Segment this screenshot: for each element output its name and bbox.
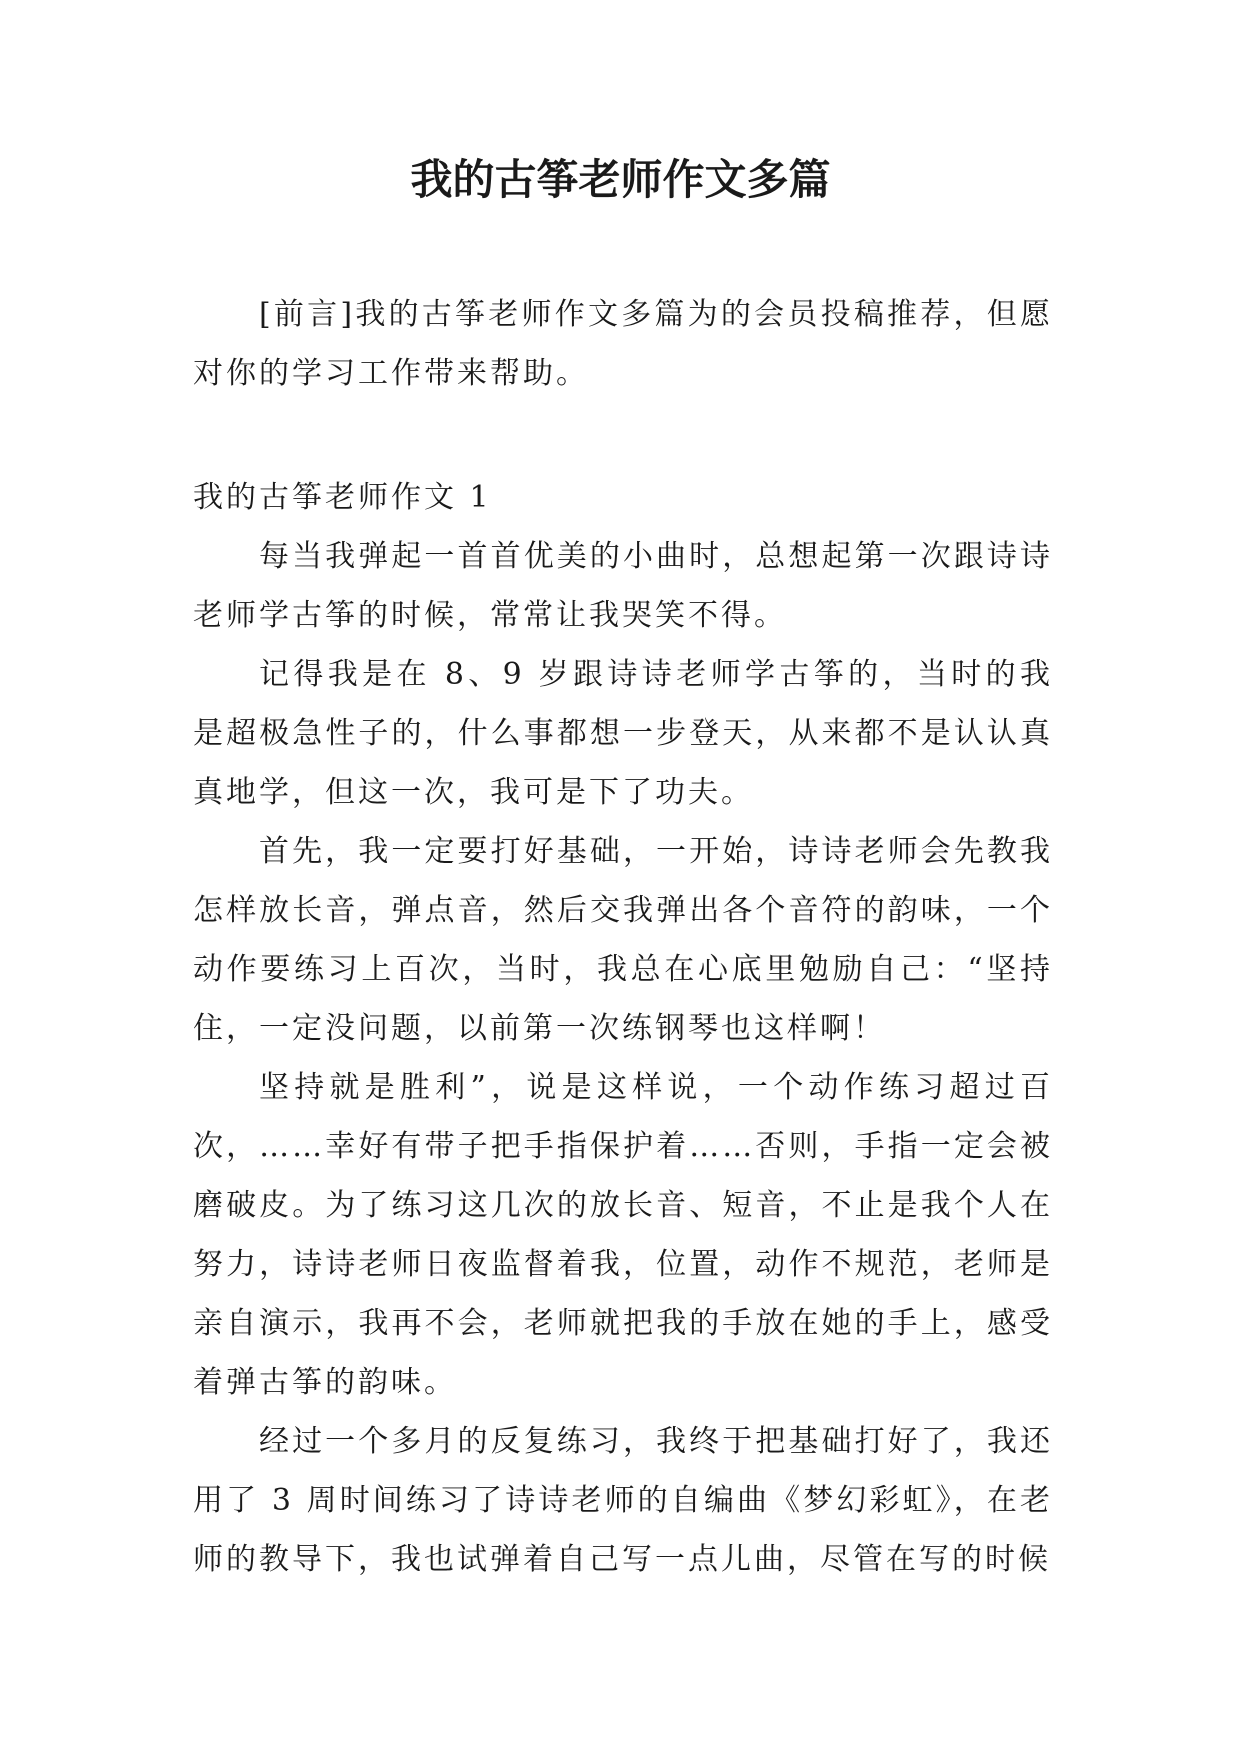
essay-section bbox=[193, 468, 1053, 1589]
essay-heading: 我的古筝老师作文 1 bbox=[193, 480, 492, 515]
essay-paragraph-2: 记得我是在 8、9 岁跟诗诗老师学古筝的，当时的我是超极急性子的，什么事都想一步登天，从来都不是认认真真地学，但这一次，我可是下了功夫。 bbox=[193, 657, 1053, 810]
essay-paragraph-3: 首先，我一定要打好基础，一开始，诗诗老师会先教我怎样放长音，弹点音，然后交我弹出各个音符的韵味，一个动作要练习上百次，当时，我总在心底里勉励自己：“坚持住，一定没问题，以前第一次练钢琴也这样啊！ bbox=[193, 834, 1053, 1046]
preface-paragraph: [前言]我的古筝老师作文多篇为的会员投稿推荐，但愿对你的学习工作带来帮助。 bbox=[193, 297, 1053, 391]
essay-paragraph-5: 经过一个多月的反复练习，我终于把基础打好了，我还用了 3 周时间练习了诗诗老师的自编曲《梦幻彩虹》，在老师的教导下，我也试弹着自己写一点儿曲，尽管在写的时候 bbox=[193, 1424, 1053, 1577]
document-title: 我的古筝老师作文多篇 bbox=[410, 155, 831, 204]
essay-paragraph-1: 每当我弹起一首首优美的小曲时，总想起第一次跟诗诗老师学古筝的时候，常常让我哭笑不得。 bbox=[193, 539, 1053, 633]
preface-block bbox=[193, 285, 1053, 403]
essay-paragraph-4: 坚持就是胜利”，说是这样说，一个动作练习超过百次，……幸好有带子把手指保护着……否则，手指一定会被磨破皮。为了练习这几次的放长音、短音，不止是我个人在努力，诗诗老师日夜监督着我，位置，动作不规范，老师是亲自演示，我再不会，老师就把我的手放在她的手上，感受着弹古筝的韵味。 bbox=[193, 1070, 1053, 1400]
